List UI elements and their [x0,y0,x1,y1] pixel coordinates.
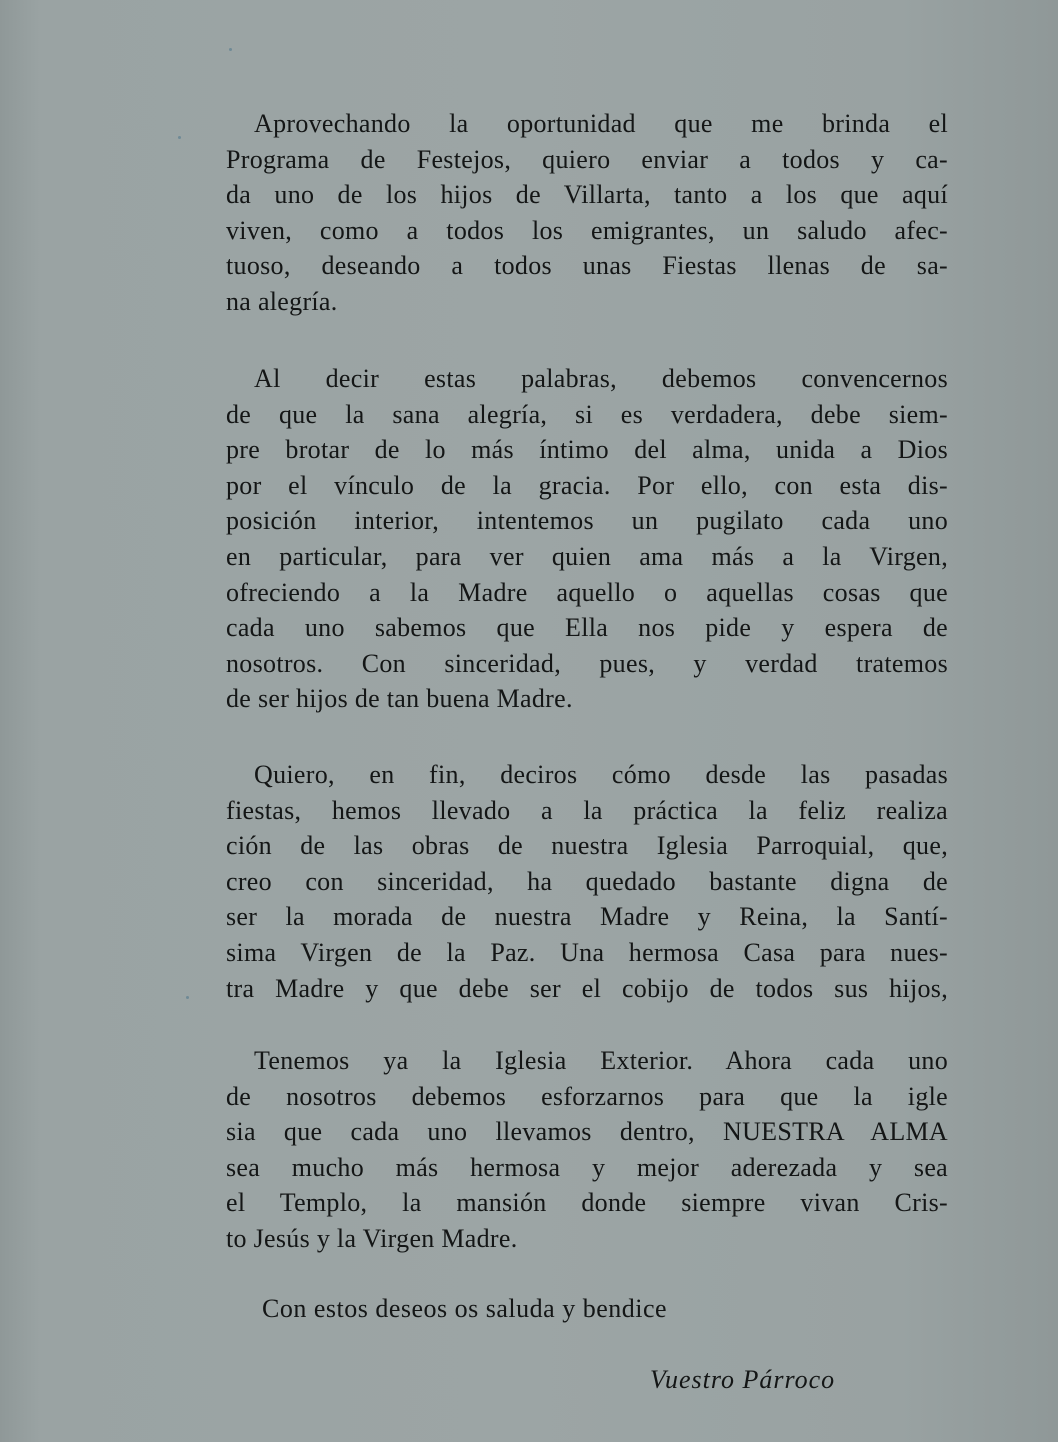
text-line: creo con sinceridad, ha quedado bastante digna de [226,866,948,896]
text-line: Aprovechando la oportunidad que me brinda el [254,109,948,138]
text-line: tuoso, deseando a todos unas Fiestas llenas de sa- [226,251,948,281]
paragraph-alegria [226,361,948,717]
text-line: ción de las obras de nuestra Iglesia Parroquial, que, [226,831,948,861]
text-line: fiestas, hemos llevado a la práctica la feliz realiza [226,795,948,825]
text-line: Al decir estas palabras, debemos convencernos [254,364,948,393]
text-line: posición interior, intentemos un pugilato cada uno [226,506,948,536]
text-line: pre brotar de lo más íntimo del alma, unida a Dios [226,435,948,465]
text-line: nosotros. Con sinceridad, pues, y verdad tratemos [226,648,948,678]
text-line: por el vínculo de la gracia. Por ello, con esta dis- [226,470,948,500]
text-line: viven, como a todos los emigrantes, un saludo afec- [226,215,948,245]
text-line: de ser hijos de tan buena Madre. [226,684,573,714]
text-line: sima Virgen de la Paz. Una hermosa Casa para nues- [226,937,948,967]
text-line: tra Madre y que debe ser el cobijo de todos sus hijos, [226,973,948,1003]
text-line: el Templo, la mansión donde siempre vivan Cris- [226,1188,948,1218]
text-line: de nosotros debemos esforzarnos para que la igle [226,1081,948,1111]
text-line: sea mucho más hermosa y mejor aderezada y sea [226,1152,948,1182]
paper-speck [178,136,181,139]
paragraph-greeting [226,106,948,320]
paper-speck [229,48,232,51]
signature: Vuestro Párroco [650,1365,836,1394]
text-line: ofreciendo a la Madre aquello o aquellas cosas que [226,577,948,607]
text-line: Quiero, en fin, deciros cómo desde las pasadas [254,760,948,789]
text-line: na alegría. [226,286,338,316]
text-line: en particular, para ver quien ama más a la Virgen, [226,541,948,571]
paper-speck [186,996,189,999]
paragraph-obras [226,757,948,1006]
text-line: da uno de los hijos de Villarta, tanto a los que aquí [226,180,948,210]
text-line: de que la sana alegría, si es verdadera, debe siem- [226,399,948,429]
text-line: cada uno sabemos que Ella nos pide y espera de [226,613,948,643]
text-line: Tenemos ya la Iglesia Exterior. Ahora cada uno [254,1046,948,1075]
text-line: ser la morada de nuestra Madre y Reina, la Santí- [226,902,948,932]
text-line: to Jesús y la Virgen Madre. [226,1223,518,1253]
text-line: Programa de Festejos, quiero enviar a todos y ca- [226,144,948,174]
text-line: sia que cada uno llevamos dentro, NUESTRA ALMA [226,1117,948,1147]
closing-line: Con estos deseos os saluda y bendice [262,1294,668,1323]
paragraph-iglesia [226,1043,948,1257]
